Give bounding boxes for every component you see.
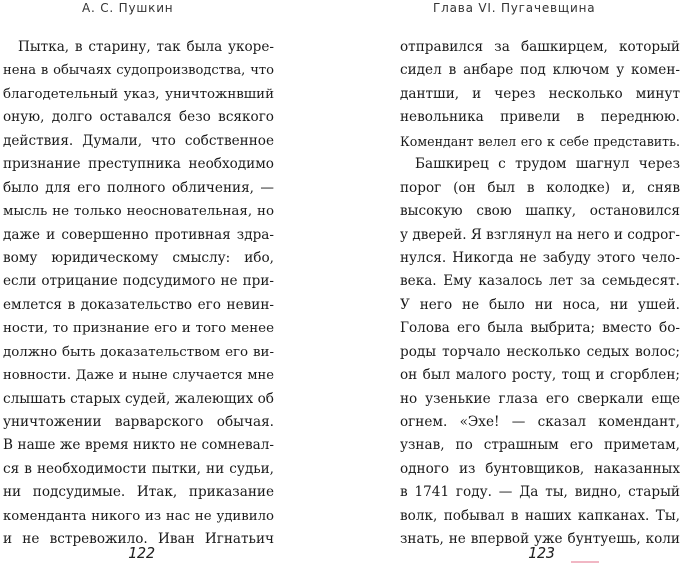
text-line: сидел в анбаре под ключом у комен- [400,62,680,79]
text-line: волк, побывал в наших капканах. Ты, [400,507,680,524]
text-line: у дверей. Я взглянул на него и содрог- [400,226,680,243]
text-line: ся в необходимости пытки, ни судьи, [3,460,274,477]
text-line: невольника привели в переднюю. [400,109,680,126]
text-line: В наше же время никто не сомневал- [3,437,274,454]
text-line: оную, долго оставался безо всякого [3,109,274,126]
text-line: Комендант велел его к себе представить. [400,133,680,149]
decorative-underline [571,561,599,563]
text-line: было для его полного обличения, — [3,179,274,196]
text-line: знать, не впервой уже бунтуешь, коли [400,531,680,548]
right-body-text [400,36,680,552]
text-line: одного из бунтовщиков, наказанных [400,460,680,477]
running-header-author: А. С. Пушкин [82,1,174,15]
text-line: высокую свою шапку, остановился [400,203,680,220]
running-header-chapter: Глава VI. Пугачевщина [433,1,596,15]
left-body-text [3,36,274,552]
text-line: дантши, и через несколько минут [400,85,680,102]
text-line: и не встревожило. Иван Игнатьич [3,531,274,548]
text-line: нулся. Никогда не забуду этого чело- [400,249,680,266]
text-line: если отрицание подсудимого не при- [3,273,274,290]
text-line: действия. Думали, что собственное [3,132,274,149]
page-number: 123 [528,544,556,562]
text-line: даже и совершенно противная здра- [3,226,274,243]
text-line: благодетельный указ, уничтожнвший [3,86,274,102]
text-line: отправился за башкирцем, который [400,39,680,55]
text-line: признание преступника необходимо [3,156,274,173]
left-page [0,0,340,567]
text-line: Голова его была выбрита; вместо бо- [400,320,680,337]
text-line: емлется в доказательство его невин- [3,296,274,313]
text-line: вому юридическому смыслу: ибо, [3,249,274,266]
text-line: новности. Даже и ныне случается мне [3,368,274,384]
text-line: коменданта никого из нас не удивило [3,508,274,524]
text-line: но узенькие глаза его сверкали еще [400,390,680,407]
text-line: должно быть доказательством его ви- [3,344,274,360]
text-line: слышать старых судей, жалеющих об [3,390,274,407]
text-line: ности, то признание его и того менее [3,321,274,337]
text-line: нена в обычаях судопроизводства, что [3,63,274,79]
text-line: порог (он был в колодке) и, сняв [400,179,680,196]
page-number: 122 [128,544,156,562]
text-line: Башкирец с трудом шагнул через [415,156,680,173]
text-line: роды торчало несколько седых волос; [400,343,680,360]
text-line: он был малого росту, тощ и сгорблен; [400,367,680,384]
right-page [340,0,681,567]
text-line: века. Ему казалось лет за семьдесят. [400,273,680,290]
text-line: мысль не только неосновательная, но [3,204,274,220]
text-line: ни подсудимые. Итак, приказание [3,484,274,501]
text-line: узнав, по страшным его приметам, [400,437,680,454]
text-line: У него не было ни носа, ни ушей. [400,296,680,313]
text-line: уничтожении варварского обычая. [3,414,274,430]
text-line: в 1741 году. — Да ты, видно, старый [400,484,680,501]
text-line: огнем. «Эхе! — сказал комендант, [400,414,680,430]
text-line: Пытка, в старину, так была укоре- [18,39,274,55]
